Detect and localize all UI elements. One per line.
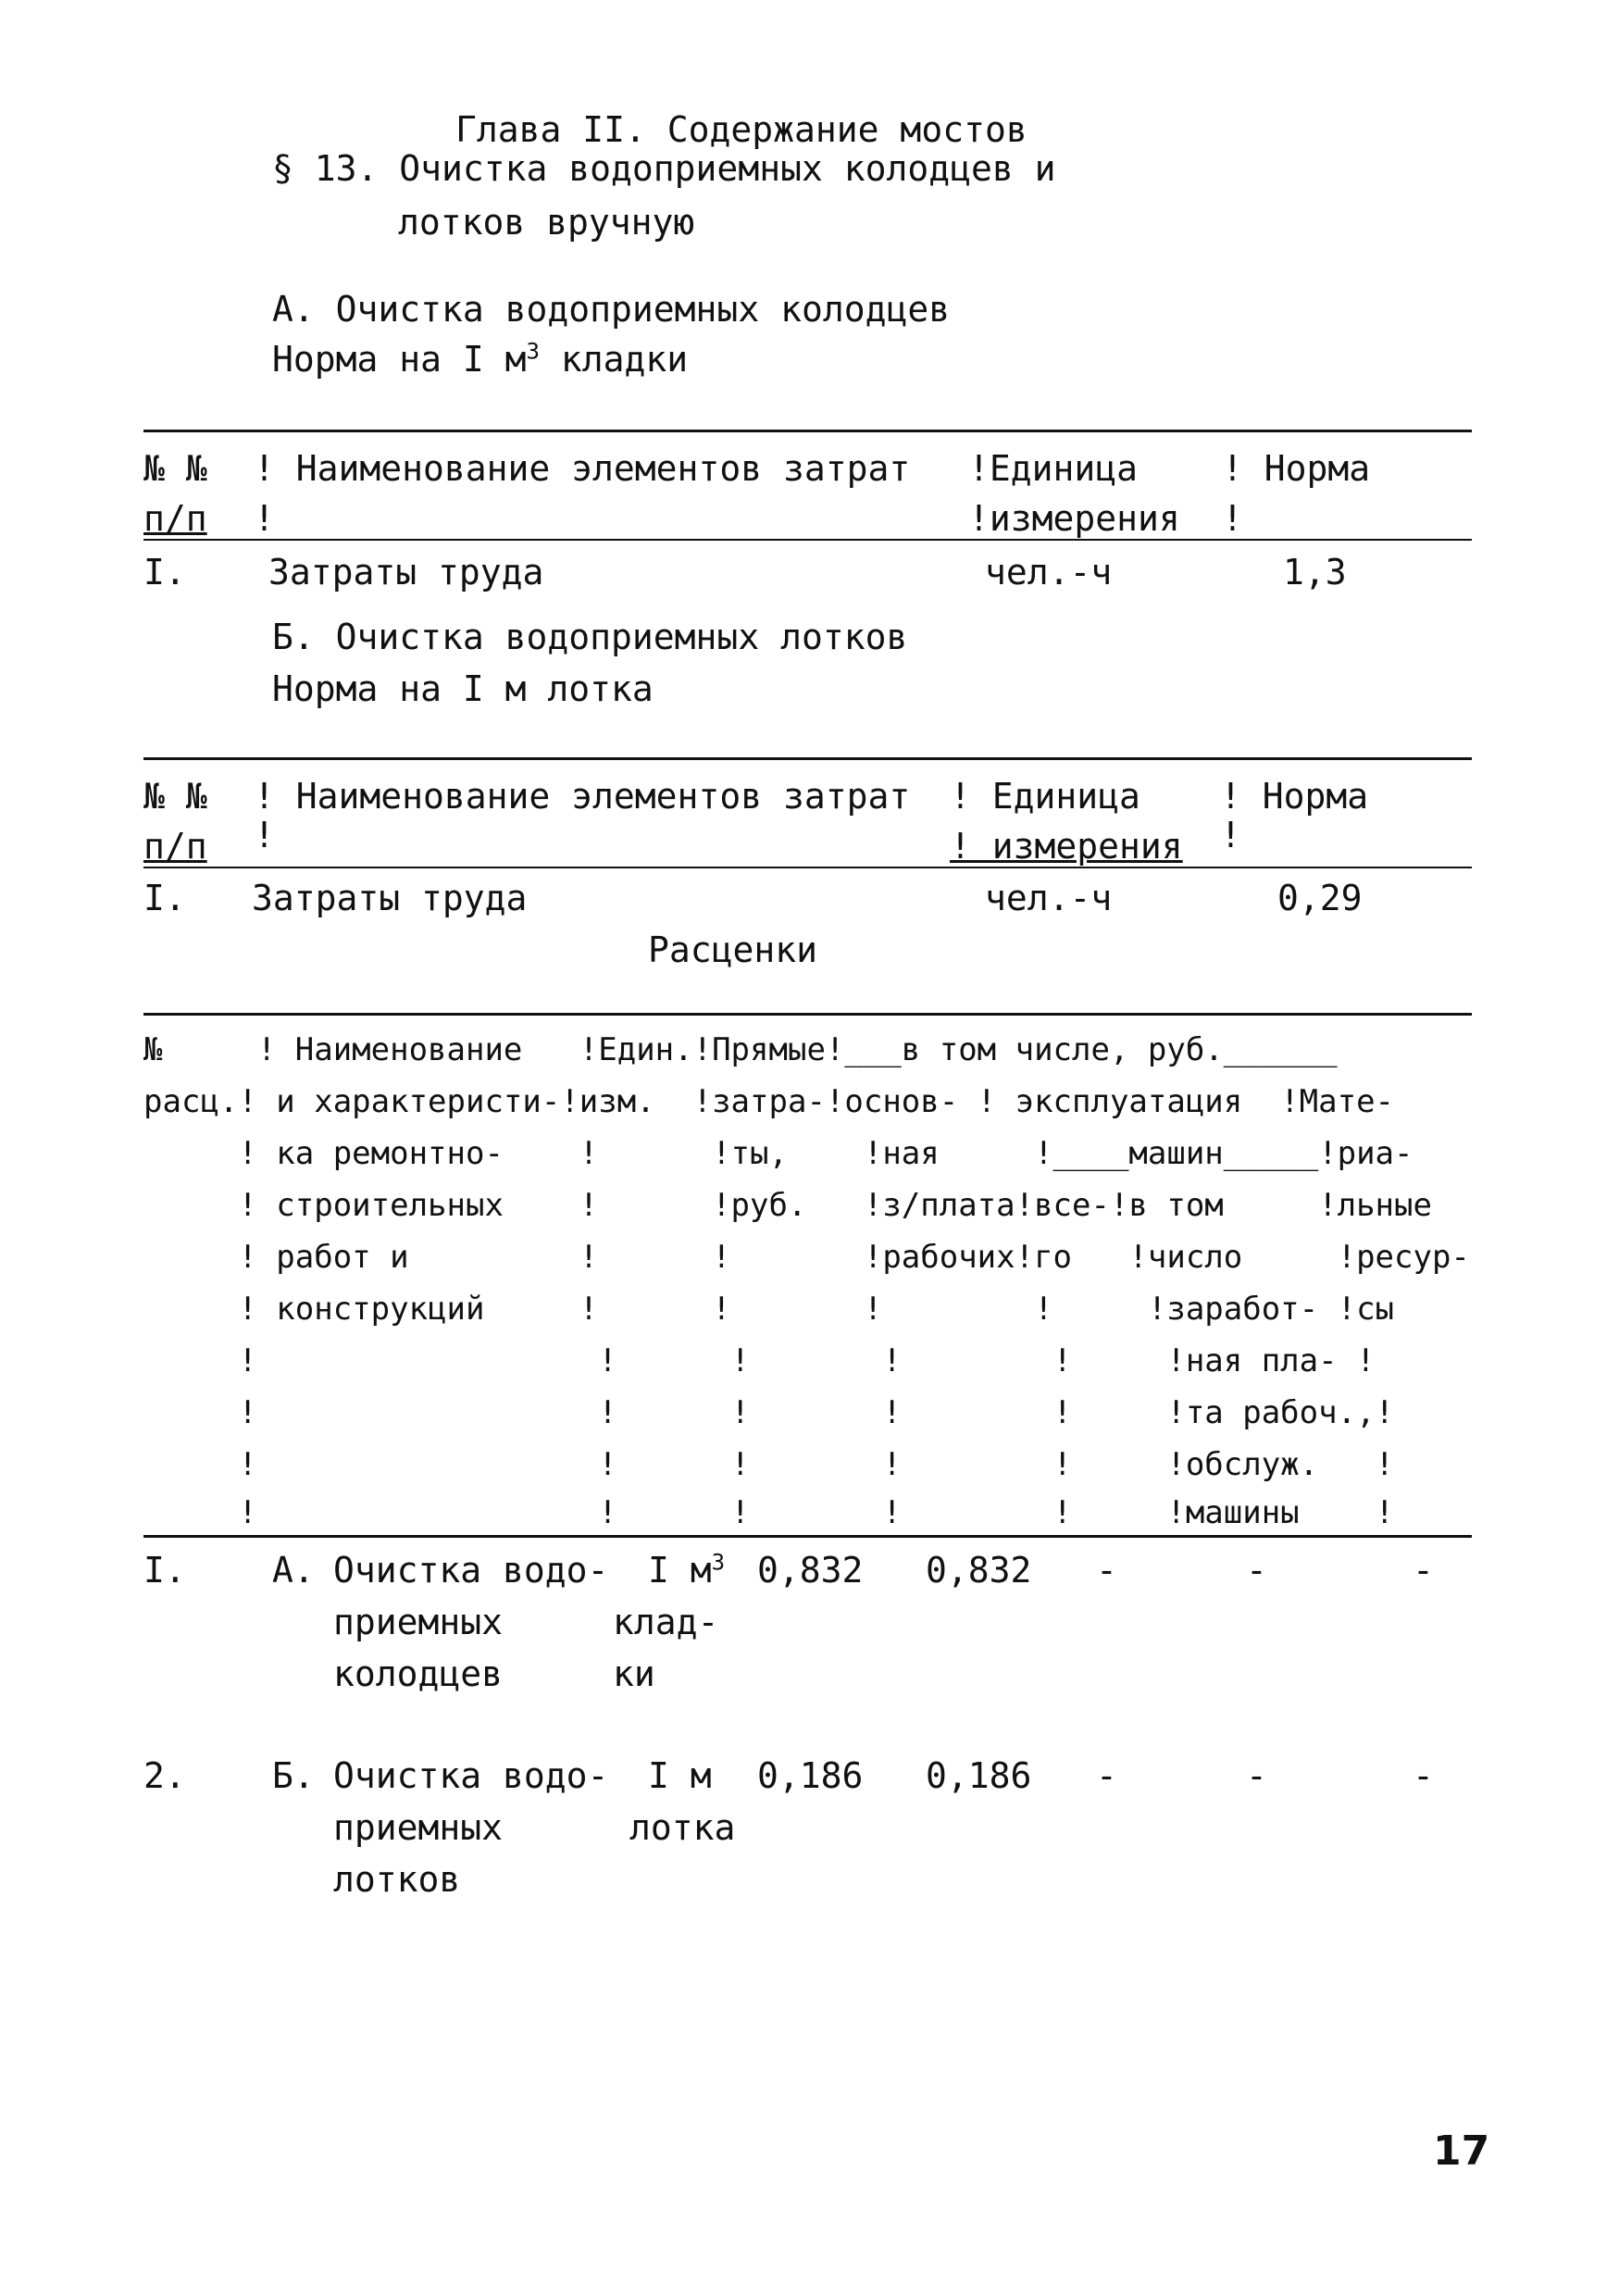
prices-row-materials: - xyxy=(1413,1755,1434,1796)
prices-row-name: приемных xyxy=(333,1807,504,1848)
table-a-row-norm: 1,3 xyxy=(1283,552,1347,593)
table-b-header-norm: ! Норма xyxy=(1220,776,1369,817)
prices-row-wages: 0,186 xyxy=(926,1755,1032,1796)
table-b-header-unit: ! Единица xyxy=(950,776,1140,817)
table-a-header-num2: п/п xyxy=(143,498,207,539)
table-b-header-num: № № xyxy=(143,776,207,817)
prices-header-line: ! ! ! ! ! !та рабоч.,! xyxy=(143,1394,1395,1431)
prices-header-line: расц.! и характеристи-!изм. !затра-!основ- ! эксплуатация !Мате- xyxy=(143,1083,1395,1120)
part-a-title: А. Очистка водоприемных колодцев xyxy=(272,289,951,330)
table-a-top-rule xyxy=(143,430,1472,432)
prices-row-name: Очистка водо- xyxy=(333,1755,609,1796)
prices-row-unit: лотка xyxy=(629,1807,736,1848)
prices-row-name: колодцев xyxy=(333,1653,504,1694)
part-b-title: Б. Очистка водоприемных лотков xyxy=(272,617,908,657)
prices-row-name: приемных xyxy=(333,1602,504,1642)
table-a-header-name-b: ! xyxy=(254,498,275,539)
prices-row-unit: ки xyxy=(613,1653,655,1694)
table-b-row-unit: чел.-ч xyxy=(985,878,1113,918)
prices-header-line: ! работ и ! ! !рабочих!го !число !ресур- xyxy=(143,1239,1470,1276)
prices-table-top-rule xyxy=(143,1013,1472,1016)
prices-row-unit: I $м^3$ xyxy=(648,1549,726,1591)
table-a-header-unit: !Единица xyxy=(968,448,1139,489)
table-a-header-num: № № xyxy=(143,448,207,489)
table-a-row-unit: чел.-ч xyxy=(985,552,1113,593)
table-b-header-norm2: ! xyxy=(1220,815,1241,855)
table-a-header-norm2: ! xyxy=(1222,498,1243,539)
prices-row-wages: 0,832 xyxy=(926,1550,1032,1591)
prices-row-num: I. xyxy=(143,1550,186,1591)
table-b-header-rule xyxy=(143,867,1472,868)
prices-row-machines-total: - xyxy=(1096,1550,1117,1591)
prices-row-machine-wages: - xyxy=(1246,1755,1267,1796)
table-b-header-name-b: ! xyxy=(254,815,275,855)
section-title-line2: лотков вручную xyxy=(398,202,695,243)
table-b-row-name: Затраты труда xyxy=(252,878,528,918)
prices-row-letter: Б. xyxy=(272,1755,315,1796)
chapter-title: Глава II. Содержание мостов xyxy=(455,109,1027,150)
prices-row-machines-total: - xyxy=(1096,1755,1117,1796)
prices-header-line: ! ! ! ! ! !машины ! xyxy=(143,1494,1395,1531)
prices-row-name: Очистка водо- xyxy=(333,1550,609,1591)
prices-header-line: ! конструкций ! ! ! ! !заработ- !сы xyxy=(143,1291,1395,1328)
prices-header-line: № ! Наименование !Един.!Прямые!___в том числе, руб.______ xyxy=(143,1031,1338,1068)
page-number: 17 xyxy=(1433,2128,1490,2175)
part-b-norm: Норма на I м лотка xyxy=(272,668,654,709)
table-a-header-norm: ! Норма xyxy=(1222,448,1371,489)
prices-title: Расценки xyxy=(648,930,818,970)
prices-header-rule xyxy=(143,1535,1472,1538)
prices-row-unit: I м xyxy=(648,1755,712,1796)
prices-header-line: ! ка ремонтно- ! !ты, !ная !____машин_____!риа- xyxy=(143,1135,1414,1172)
table-b-row-norm: 0,29 xyxy=(1277,878,1363,918)
prices-row-direct-costs: 0,186 xyxy=(757,1755,864,1796)
prices-header-line: ! ! ! ! ! !обслуж. ! xyxy=(143,1446,1395,1483)
table-a-row-num: I. xyxy=(143,552,186,593)
table-b-header-num2: п/п xyxy=(143,826,207,867)
prices-row-letter: А. xyxy=(272,1550,315,1591)
table-b-row-num: I. xyxy=(143,878,186,918)
table-b-header-unit2: ! измерения xyxy=(950,826,1183,867)
table-a-row-name: Затраты труда xyxy=(268,552,544,593)
prices-row-direct-costs: 0,832 xyxy=(757,1550,864,1591)
section-title-line1: § 13. Очистка водоприемных колодцев и xyxy=(272,148,1056,189)
table-b-top-rule xyxy=(143,757,1472,760)
prices-row-machine-wages: - xyxy=(1246,1550,1267,1591)
prices-header-line: ! строительных ! !руб. !з/плата!все-!в том !льные xyxy=(143,1187,1432,1224)
prices-row-num: 2. xyxy=(143,1755,186,1796)
table-b-header-name: ! Наименование элементов затрат xyxy=(254,776,911,817)
table-a-header-rule xyxy=(143,539,1472,541)
prices-row-name: лотков xyxy=(333,1859,461,1900)
prices-row-unit: клад- xyxy=(613,1602,719,1642)
table-a-header-unit2: !измерения xyxy=(968,498,1180,539)
prices-row-materials: - xyxy=(1413,1550,1434,1591)
table-a-header-name: ! Наименование элементов затрат xyxy=(254,448,911,489)
part-a-norm: Норма на I $м^3$ кладки xyxy=(272,338,689,380)
prices-header-line: ! ! ! ! ! !ная пла- ! xyxy=(143,1342,1376,1379)
